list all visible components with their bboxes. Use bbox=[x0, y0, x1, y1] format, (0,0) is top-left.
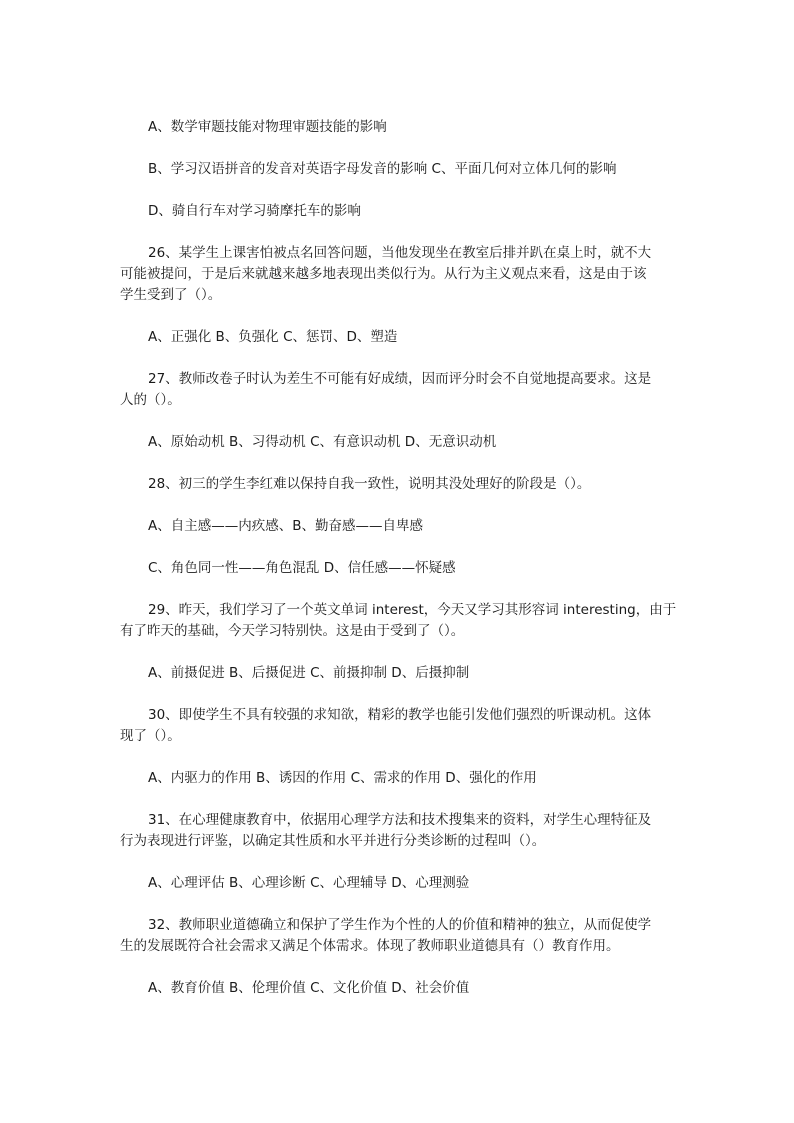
answer-option-25bc bbox=[120, 159, 680, 180]
answer-options-29 bbox=[120, 663, 680, 684]
text-line: A、自主感——内疚感、B、勤奋感——自卑感 bbox=[148, 518, 423, 534]
text-line: 28、初三的学生李红难以保持自我一致性，说明其没处理好的阶段是（）。 bbox=[148, 476, 591, 492]
text-line: 可能被提问，于是后来就越来越多地表现出类似行为。从行为主义观点来看，这是由于该 bbox=[120, 266, 647, 282]
text-line: 32、教师职业道德确立和保护了学生作为个性的人的价值和精神的独立，从而促使学 bbox=[148, 917, 652, 933]
answer-options-30 bbox=[120, 768, 680, 789]
answer-options-26 bbox=[120, 327, 680, 348]
question-30 bbox=[120, 705, 680, 747]
answer-options-32 bbox=[120, 978, 680, 999]
text-line: 26、某学生上课害怕被点名回答问题，当他发现坐在教室后排并趴在桌上时，就不大 bbox=[148, 245, 652, 261]
question-31 bbox=[120, 810, 680, 852]
text-line: 行为表现进行评鉴，以确定其性质和水平并进行分类诊断的过程叫（）。 bbox=[120, 833, 546, 849]
text-line: A、原始动机 B、习得动机 C、有意识动机 D、无意识动机 bbox=[148, 434, 497, 450]
question-26 bbox=[120, 243, 680, 306]
text-line: A、数学审题技能对物理审题技能的影响 bbox=[148, 119, 387, 135]
answer-option-25d bbox=[120, 201, 680, 222]
answer-options-28ab bbox=[120, 516, 680, 537]
text-line: 31、在心理健康教育中，依据用心理学方法和技术搜集来的资料，对学生心理特征及 bbox=[148, 812, 652, 828]
text-line: 人的（）。 bbox=[120, 392, 181, 408]
answer-options-28cd bbox=[120, 558, 680, 579]
text-line: 生的发展既符合社会需求又满足个体需求。体现了教师职业道德具有（）教育作用。 bbox=[120, 938, 620, 954]
text-line: A、教育价值 B、伦理价值 C、文化价值 D、社会价值 bbox=[148, 980, 470, 996]
text-line: 29、昨天，我们学习了一个英文单词 interest，今天又学习其形容词 interesting，由于 bbox=[148, 602, 677, 618]
text-line: 30、即使学生不具有较强的求知欲，精彩的教学也能引发他们强烈的听课动机。这体 bbox=[148, 707, 652, 723]
text-line: 有了昨天的基础，今天学习特别快。这是由于受到了（）。 bbox=[120, 623, 465, 639]
text-line: A、心理评估 B、心理诊断 C、心理辅导 D、心理测验 bbox=[148, 875, 470, 891]
text-line: 现了（）。 bbox=[120, 728, 181, 744]
text-line: D、骑自行车对学习骑摩托车的影响 bbox=[148, 203, 361, 219]
question-27 bbox=[120, 369, 680, 411]
text-line: A、正强化 B、负强化 C、惩罚、D、塑造 bbox=[148, 329, 398, 345]
text-line: A、前摄促进 B、后摄促进 C、前摄抑制 D、后摄抑制 bbox=[148, 665, 470, 681]
question-32 bbox=[120, 915, 680, 957]
question-28 bbox=[120, 474, 680, 495]
text-line: A、内驱力的作用 B、诱因的作用 C、需求的作用 D、强化的作用 bbox=[148, 770, 537, 786]
answer-options-31 bbox=[120, 873, 680, 894]
document-page bbox=[120, 117, 680, 1020]
question-29 bbox=[120, 600, 680, 642]
answer-options-27 bbox=[120, 432, 680, 453]
text-line: 学生受到了（）。 bbox=[120, 287, 222, 303]
text-line: C、角色同一性——角色混乱 D、信任感——怀疑感 bbox=[148, 560, 456, 576]
answer-option-25a bbox=[120, 117, 680, 138]
text-line: 27、教师改卷子时认为差生不可能有好成绩，因而评分时会不自觉地提高要求。这是 bbox=[148, 371, 652, 387]
text-line: B、学习汉语拼音的发音对英语字母发音的影响 C、平面几何对立体几何的影响 bbox=[148, 161, 617, 177]
